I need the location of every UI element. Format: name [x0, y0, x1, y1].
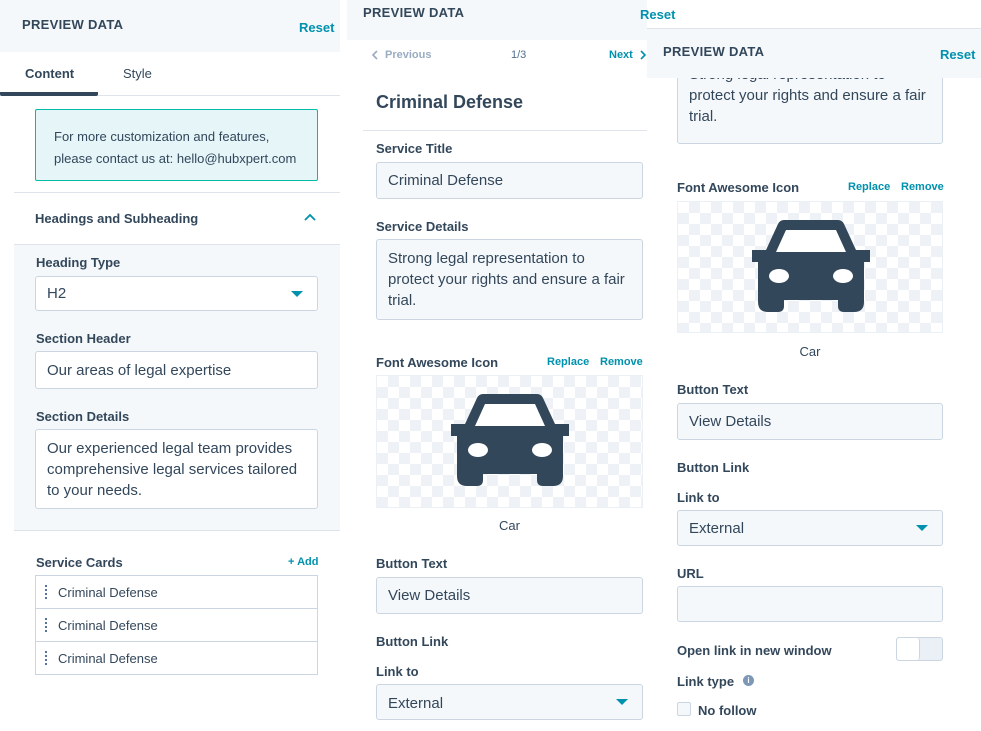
section-details-label: Section Details	[36, 409, 130, 424]
service-details-textarea[interactable]: Strong legal representation to protect your rights and ensure a fair trial.	[376, 239, 643, 320]
service-card-item[interactable]	[36, 576, 317, 609]
section-toggle[interactable]	[14, 193, 340, 244]
url-input[interactable]	[677, 586, 943, 622]
info-circle-icon[interactable]: i	[743, 675, 754, 686]
remove-icon-button[interactable]: Remove	[600, 356, 643, 368]
section-header-label: Section Header	[36, 331, 131, 346]
panel-header	[0, 0, 340, 52]
icon-caption: Car	[499, 518, 520, 533]
icon-label: Font Awesome Icon	[376, 355, 499, 370]
link-to-label: Link to	[376, 664, 419, 679]
service-cards-label: Service Cards	[36, 555, 123, 570]
service-details-label: Service Details	[376, 219, 469, 234]
left-panel	[0, 0, 340, 731]
service-card-label: Criminal Defense	[58, 584, 158, 600]
replace-icon-button[interactable]: Replace	[547, 356, 590, 368]
link-to-select[interactable]	[677, 510, 943, 546]
icon-label: Font Awesome Icon	[677, 180, 800, 195]
section-header-input[interactable]	[35, 351, 318, 389]
chevron-up-icon	[304, 213, 316, 221]
link-to-value: External	[689, 519, 745, 537]
icon-preview	[677, 201, 943, 333]
button-link-label: Button Link	[376, 634, 449, 649]
tab-label: Content	[25, 66, 75, 81]
chevron-left-icon	[371, 50, 379, 60]
next-button[interactable]	[609, 49, 647, 61]
divider	[363, 130, 647, 131]
service-title-label: Service Title	[376, 141, 453, 156]
service-title-input[interactable]	[376, 162, 643, 199]
contact-notice: For more customization and features, please contact us at: hello@hubxpert.com	[35, 109, 318, 181]
section-title: Headings and Subheading	[35, 211, 199, 226]
heading-type-value: H2	[47, 285, 67, 302]
heading-type-select[interactable]	[35, 276, 318, 311]
link-to-value: External	[388, 694, 444, 712]
pager-indicator: 1/3	[511, 49, 527, 61]
tab-style[interactable]	[98, 52, 178, 96]
previous-label: Previous	[385, 49, 432, 61]
open-new-window-toggle[interactable]	[896, 637, 943, 661]
next-label: Next	[609, 49, 633, 61]
link-type-label: Link type	[677, 674, 735, 689]
reset-button[interactable]: Reset	[299, 20, 335, 35]
chevron-right-icon	[639, 50, 647, 60]
service-title-value: Criminal Defense	[388, 172, 504, 189]
panel-header	[347, 0, 676, 40]
tab-content[interactable]	[0, 52, 98, 96]
caret-down-icon	[616, 699, 628, 705]
link-to-label: Link to	[677, 490, 720, 505]
service-details-textarea[interactable]: protect your rights and ensure a fair trial.	[677, 59, 943, 144]
middle-panel	[347, 0, 676, 712]
card-title: Criminal Defense	[376, 92, 524, 112]
tab-label: Style	[123, 66, 152, 81]
section-details-textarea[interactable]: Our experienced legal team provides comprehensive legal services tailored to your needs.	[35, 429, 318, 509]
button-text-label: Button Text	[376, 556, 448, 571]
button-link-label: Button Link	[677, 460, 750, 475]
replace-icon-button[interactable]: Replace	[848, 181, 891, 193]
service-card-label: Criminal Defense	[58, 650, 158, 666]
service-card-label: Criminal Defense	[58, 617, 158, 633]
toggle-knob	[897, 638, 920, 660]
icon-caption: Car	[799, 344, 821, 359]
caret-down-icon	[291, 291, 303, 297]
button-text-label: Button Text	[677, 382, 749, 397]
icon-preview	[376, 375, 643, 508]
panel-title: PREVIEW DATA	[363, 5, 465, 20]
reset-button[interactable]: Reset	[940, 47, 976, 62]
service-card-item[interactable]	[36, 642, 317, 674]
url-label: URL	[677, 566, 704, 581]
divider	[14, 530, 340, 531]
button-text-input[interactable]	[677, 403, 943, 440]
button-text-input[interactable]	[376, 577, 643, 614]
remove-icon-button[interactable]: Remove	[901, 181, 944, 193]
drag-handle-icon[interactable]	[44, 584, 48, 600]
heading-type-label: Heading Type	[36, 255, 121, 270]
drag-handle-icon[interactable]	[44, 650, 48, 666]
open-new-window-label: Open link in new window	[677, 643, 832, 658]
service-card-item[interactable]	[36, 609, 317, 642]
reset-button[interactable]: Reset	[640, 7, 676, 22]
car-icon	[443, 390, 577, 492]
right-panel	[647, 28, 981, 731]
link-to-select[interactable]	[376, 684, 643, 720]
no-follow-checkbox[interactable]	[677, 702, 691, 716]
previous-button[interactable]	[371, 49, 431, 61]
drag-handle-icon[interactable]	[44, 617, 48, 633]
panel-header	[647, 29, 981, 78]
section-header-value: Our areas of legal expertise	[47, 361, 232, 379]
car-icon	[744, 216, 878, 318]
panel-title: PREVIEW DATA	[22, 17, 124, 32]
button-text-value: View Details	[388, 587, 471, 604]
button-text-value: View Details	[689, 413, 772, 430]
add-card-button[interactable]: + Add	[288, 556, 319, 568]
caret-down-icon	[916, 525, 928, 531]
panel-title: PREVIEW DATA	[663, 44, 765, 59]
service-cards-list	[35, 575, 318, 675]
tab-bar	[0, 52, 340, 96]
no-follow-label: No follow	[698, 703, 757, 718]
